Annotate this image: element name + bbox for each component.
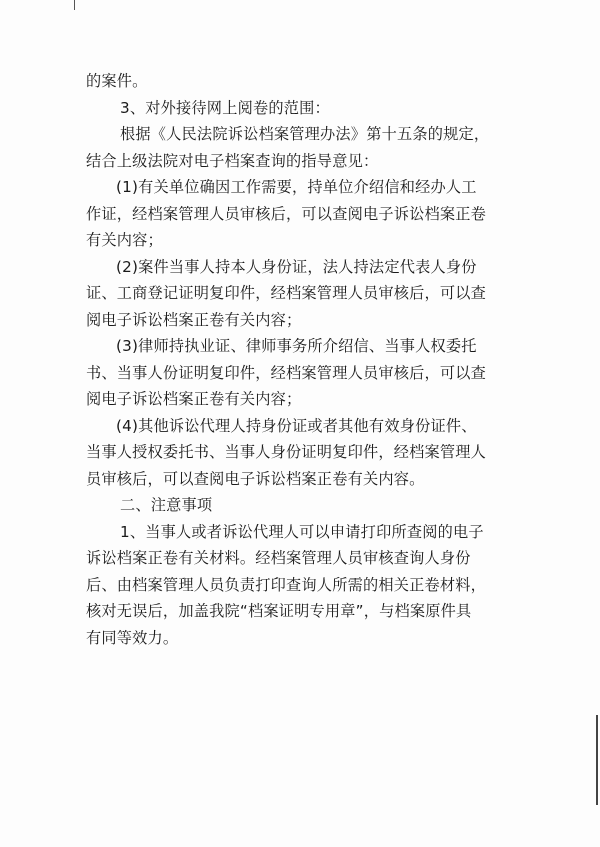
text-line: 阅电子诉讼档案正卷有关内容； [86, 390, 302, 408]
text-line: 书、当事人份证明复印件，经档案管理人员审核后，可以查 [86, 363, 487, 382]
scan-mark [74, 0, 75, 10]
text-line: 后、由档案管理人员负责打印查询人所需的相关正卷材料， [86, 575, 487, 594]
document-body [86, 68, 516, 651]
text-line: 根据《人民法院诉讼档案管理办法》第十五条的规定， [120, 125, 490, 143]
text-line: 核对无误后，加盖我院“档案证明专用章”，与档案原件具 [86, 602, 472, 620]
text-line: 的案件。 [86, 72, 148, 90]
text-line: 证、工商登记证明复印件，经档案管理人员审核后，可以查 [86, 284, 487, 302]
text-line: 1、当事人或者诉讼代理人可以申请打印所查阅的电子 [120, 522, 484, 541]
text-line: 当事人授权委托书、当事人身份证明复印件，经档案管理人 [86, 443, 487, 461]
list-item-start: (3)律师持执业证、律师事务所介绍信、当事人权委托 [116, 337, 477, 355]
section-heading: 3、对外接待网上阅卷的范围： [120, 98, 330, 117]
text-line: 有关内容； [86, 231, 163, 249]
text-line: 作证，经档案管理人员审核后，可以查阅电子诉讼档案正卷 [86, 204, 487, 223]
scan-edge-mark [596, 715, 598, 805]
section-heading: 二、注意事项 [120, 496, 213, 514]
list-item-start: (1)有关单位确因工作需要，持单位介绍信和经办人工 [116, 178, 477, 196]
text-line: 诉讼档案正卷有关材料。经档案管理人员审核查询人身份 [86, 549, 471, 567]
list-item-start: (4)其他诉讼代理人持身份证或者其他有效身份证件、 [116, 416, 477, 435]
text-line: 员审核后，可以查阅电子诉讼档案正卷有关内容。 [86, 469, 425, 488]
text-line: 阅电子诉讼档案正卷有关内容； [86, 310, 302, 329]
text-line: 有同等效力。 [86, 628, 179, 647]
text-line: 结合上级法院对电子档案查询的指导意见： [86, 151, 379, 170]
list-item-start: (2)案件当事人持本人身份证，法人持法定代表人身份 [116, 257, 477, 276]
